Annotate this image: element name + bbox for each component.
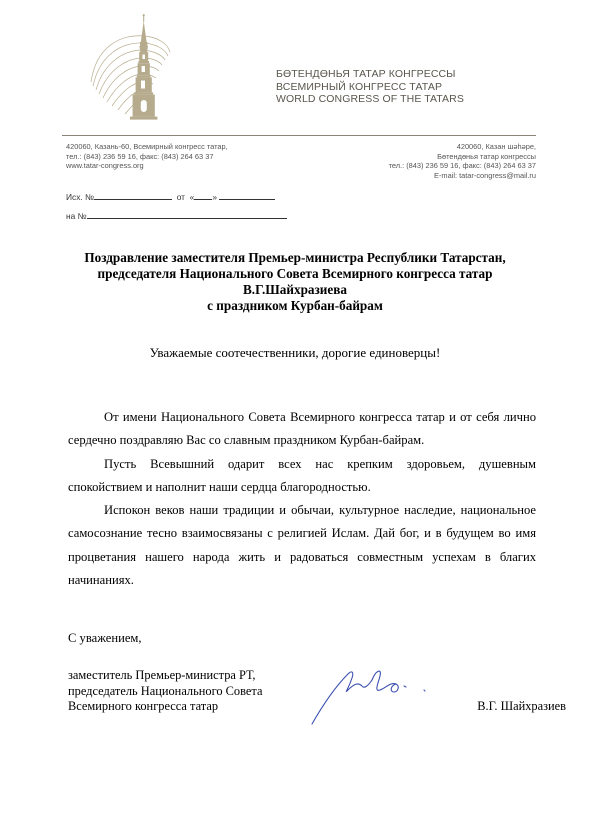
position-line: Всемирного конгресса татар xyxy=(68,699,219,714)
position-line: председатель Национального Совета xyxy=(68,683,263,698)
title-line: В.Г.Шайхразиева xyxy=(243,282,347,297)
email-line: E-mail: tatar-congress@mail.ru xyxy=(434,170,536,180)
address-line: 420060, Казан шәһәре, xyxy=(456,142,536,151)
title-line: с праздником Курбан-байрам xyxy=(207,298,383,313)
kazan-kremlin-tower-logo xyxy=(88,12,172,124)
incoming-number-blank xyxy=(87,210,287,219)
letter-greeting: Уважаемые соотечественники, дорогие единоверцы! xyxy=(149,345,441,360)
incoming-reference-line xyxy=(66,210,287,221)
signer-position xyxy=(68,668,262,715)
phone-line: тел.: (843) 236 59 16, факс: (843) 264 63 37 xyxy=(66,151,214,161)
organization-line: Бөтендөнья татар конгрессы xyxy=(437,151,536,161)
body-paragraph: Испокон веков наши традиции и обычаи, культурное наследие, национальное самосознание тесно взаимосвязаны с религией Ислам. Дай бог, и в будущем во имя процветания нашего народа жить и радоваться совместным успехам в благих начинаниях. xyxy=(68,503,536,588)
incoming-number-label: на № xyxy=(66,211,87,221)
address-block-left xyxy=(66,142,228,171)
address-line: 420060, Казань-60, Всемирный конгресс татар, xyxy=(66,142,228,151)
outgoing-number-label: Исх. № xyxy=(66,192,95,202)
body-paragraph: Пусть Всевышний одарит всех нас крепким здоровьем, душевным спокойствием и наполнит наши сердца благородностью. xyxy=(68,456,536,494)
body-paragraph: От имени Национального Совета Всемирного конгресса татар и от себя лично сердечно поздравляю Вас со славным праздником Курбан-байрам. xyxy=(68,410,536,448)
outgoing-number-blank xyxy=(94,191,172,200)
title-line: председателя Национального Совета Всемирного конгресса татар xyxy=(97,266,493,281)
website-line: www.tatar-congress.org xyxy=(66,161,144,171)
quote-close: » xyxy=(212,192,218,202)
handwritten-signature xyxy=(308,662,432,728)
letter-title xyxy=(60,250,530,314)
month-blank xyxy=(219,191,275,200)
organization-name-tatar: БӨТЕНДӨНЬЯ ТАТАР КОНГРЕССЫ xyxy=(276,68,456,80)
letter-closing: С уважением, xyxy=(68,631,142,645)
quote-open: « xyxy=(189,192,195,202)
address-block-right xyxy=(362,142,536,180)
organization-name-russian: ВСЕМИРНЫЙ КОНГРЕСС ТАТАР xyxy=(276,80,443,93)
letterhead-divider xyxy=(62,135,536,136)
organization-name-english: WORLD CONGRESS OF THE TATARS xyxy=(276,93,464,105)
phone-line: тел.: (843) 236 59 16, факс: (843) 264 63 37 xyxy=(388,161,536,171)
day-blank xyxy=(194,191,212,200)
position-line: заместитель Премьер-министра РТ, xyxy=(68,668,256,682)
title-line: Поздравление заместителя Премьер-министра Республики Татарстан, xyxy=(84,250,506,265)
date-label: от xyxy=(176,192,186,202)
signer-name: В.Г. Шайхразиев xyxy=(477,699,566,713)
letter-body xyxy=(68,406,536,592)
organization-name xyxy=(276,68,464,106)
outgoing-reference-line xyxy=(66,191,275,202)
